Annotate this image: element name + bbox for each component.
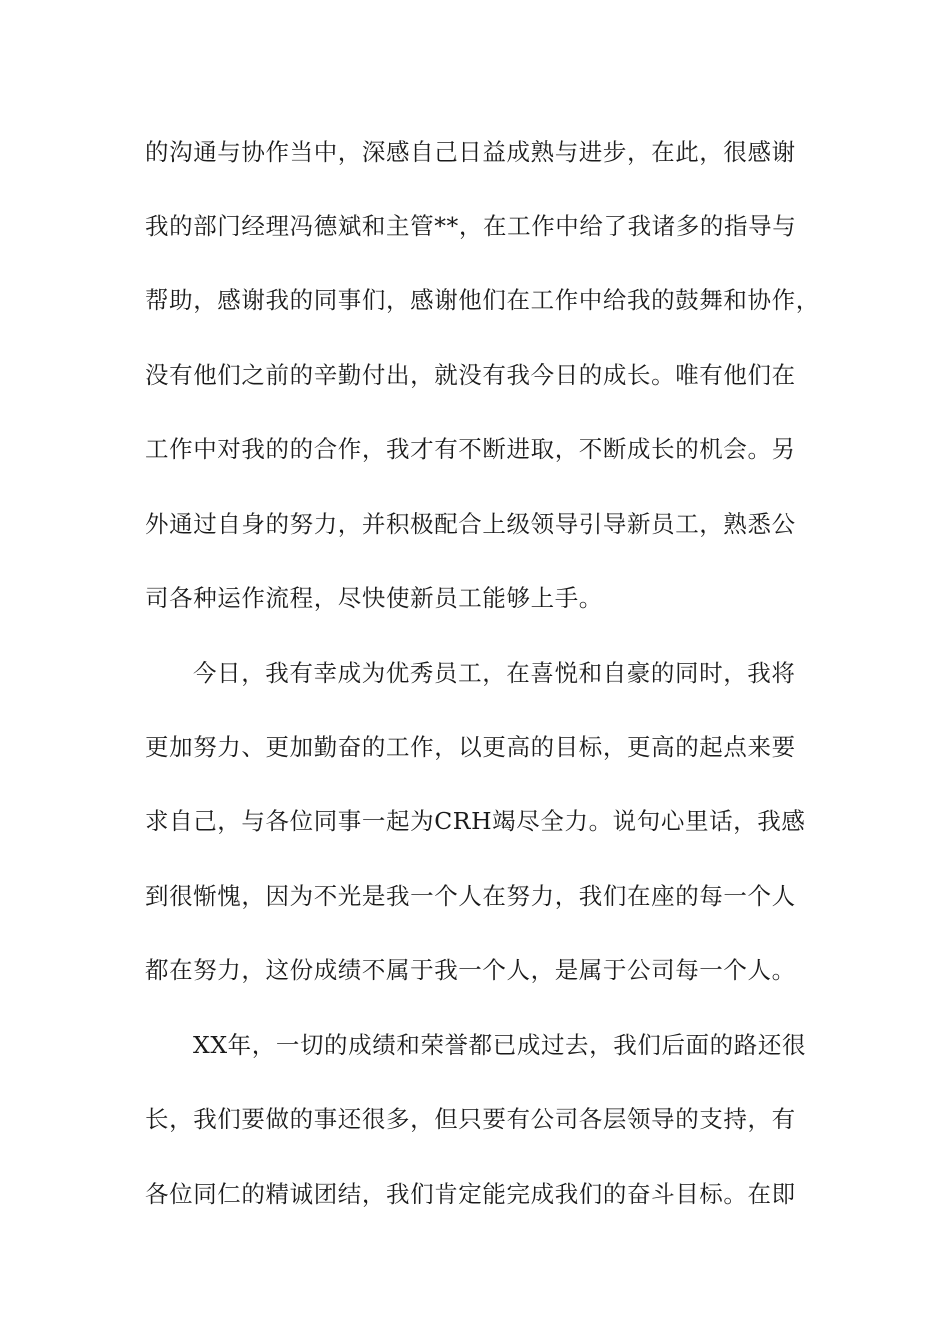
text-line: 工作中对我的的合作，我才有不断进取，不断成长的机会。另 <box>145 435 796 463</box>
text-line: 到很惭愧，因为不光是我一个人在努力，我们在座的每一个人 <box>145 882 796 910</box>
text-line: 各位同仁的精诚团结，我们肯定能完成我们的奋斗目标。在即 <box>145 1180 796 1208</box>
paragraph-first-line: XX年，一切的成绩和荣誉都已成过去，我们后面的路还很 <box>193 1031 807 1059</box>
text-line: 都在努力，这份成绩不属于我一个人，是属于公司每一个人。 <box>145 956 796 984</box>
text-line: 更加努力、更加勤奋的工作，以更高的目标，更高的起点来要 <box>145 733 796 761</box>
text-line: 长，我们要做的事还很多，但只要有公司各层领导的支持，有 <box>145 1105 796 1133</box>
text-line: 帮助，感谢我的同事们，感谢他们在工作中给我的鼓舞和协作， <box>145 286 820 314</box>
text-line: 外通过自身的努力，并积极配合上级领导引导新员工，熟悉公 <box>145 510 796 538</box>
text-line: 司各种运作流程，尽快使新员工能够上手。 <box>145 584 603 612</box>
paragraph-first-line: 今日，我有幸成为优秀员工，在喜悦和自豪的同时，我将 <box>193 659 796 687</box>
text-line: 我的部门经理冯德斌和主管**，在工作中给了我诸多的指导与 <box>145 212 797 240</box>
text-line: 没有他们之前的辛勤付出，就没有我今日的成长。唯有他们在 <box>145 361 796 389</box>
text-line: 求自己，与各位同事一起为CRH竭尽全力。说句心里话，我感 <box>145 807 806 835</box>
text-line: 的沟通与协作当中，深感自己日益成熟与进步，在此，很感谢 <box>145 138 796 166</box>
